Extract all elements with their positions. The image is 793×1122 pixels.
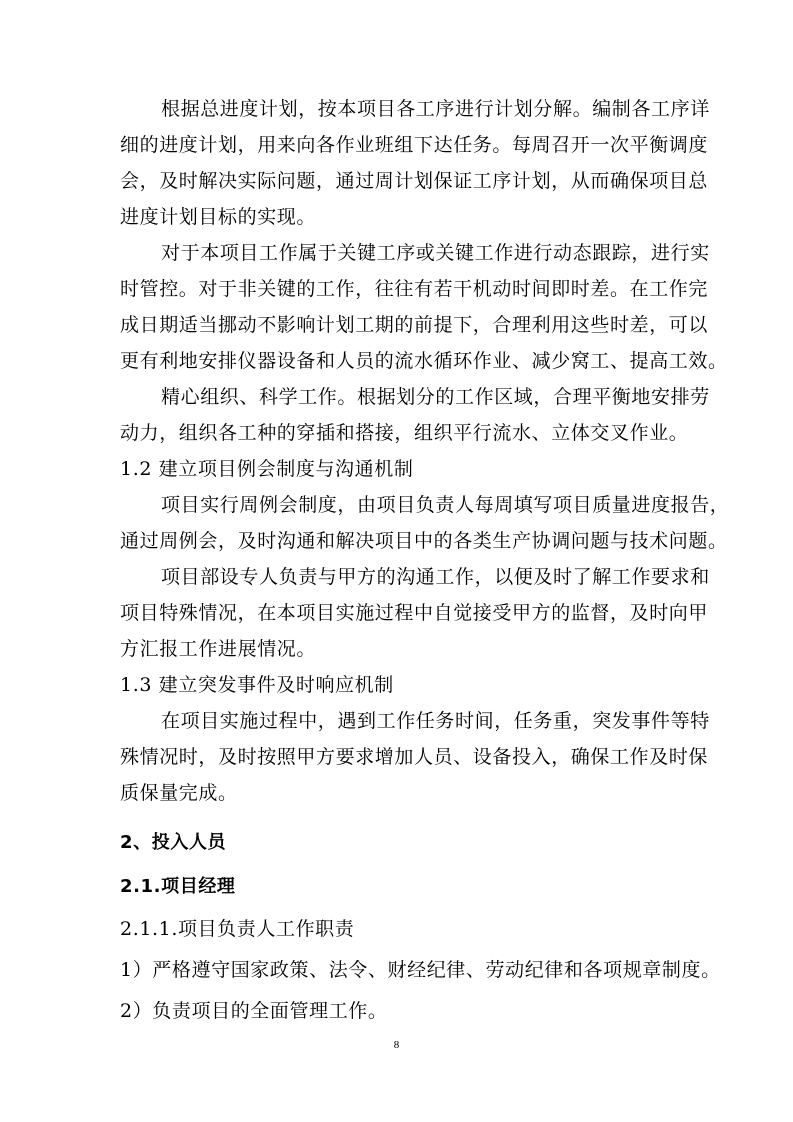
text-line: 通过周例会，及时沟通和解决项目中的各类生产协调问题与技术问题。 [120, 530, 728, 552]
text-line: 细的进度计划，用来向各作业班组下达任务。每周召开一次平衡调度 [120, 134, 709, 156]
list-item: 2）负责项目的全面管理工作。 [120, 1000, 388, 1022]
text-line: 殊情况时，及时按照甲方要求增加人员、设备投入，确保工作及时保 [120, 746, 709, 768]
page-number: 8 [393, 1039, 400, 1051]
text-line: 根据总进度计划，按本项目各工序进行计划分解。编制各工序详 [161, 98, 710, 120]
section-heading-1-2: 1.2 建立项目例会制度与沟通机制 [120, 458, 414, 480]
text-line: 在项目实施过程中，遇到工作任务时间，任务重，突发事件等特 [161, 710, 710, 732]
text-line: 项目部设专人负责与甲方的沟通工作，以便及时了解工作要求和 [161, 566, 710, 588]
sub-heading-2-1: 2.1.项目经理 [120, 876, 236, 897]
sub-sub-heading-2-1-1: 2.1.1.项目负责人工作职责 [120, 918, 355, 940]
text-line: 质保量完成。 [120, 782, 238, 804]
text-line: 对于本项目工作属于关键工序或关键工作进行动态跟踪，进行实 [161, 242, 710, 264]
text-line: 进度计划目标的实现。 [120, 206, 317, 228]
text-line: 方汇报工作进展情况。 [120, 638, 317, 660]
text-line: 动力，组织各工种的穿插和搭接，组织平行流水、立体交叉作业。 [120, 422, 689, 444]
text-line: 时管控。对于非关键的工作，往往有若干机动时间即时差。在工作完 [120, 278, 709, 300]
text-line: 更有利地安排仪器设备和人员的流水循环作业、减少窝工、提高工效。 [120, 350, 728, 372]
list-item: 1）严格遵守国家政策、法令、财经纪律、劳动纪律和各项规章制度。 [120, 959, 721, 981]
text-line: 项目特殊情况，在本项目实施过程中自觉接受甲方的监督，及时向甲 [120, 602, 709, 624]
text-line: 成日期适当挪动不影响计划工期的前提下，合理利用这些时差，可以 [120, 314, 709, 336]
section-heading-2: 2、投入人员 [120, 832, 227, 853]
text-line: 项目实行周例会制度，由项目负责人每周填写项目质量进度报告， [161, 494, 730, 516]
section-heading-1-3: 1.3 建立突发事件及时响应机制 [120, 674, 394, 696]
text-line: 会，及时解决实际问题，通过周计划保证工序计划，从而确保项目总 [120, 170, 709, 192]
text-line: 精心组织、科学工作。根据划分的工作区域，合理平衡地安排劳 [161, 386, 710, 408]
